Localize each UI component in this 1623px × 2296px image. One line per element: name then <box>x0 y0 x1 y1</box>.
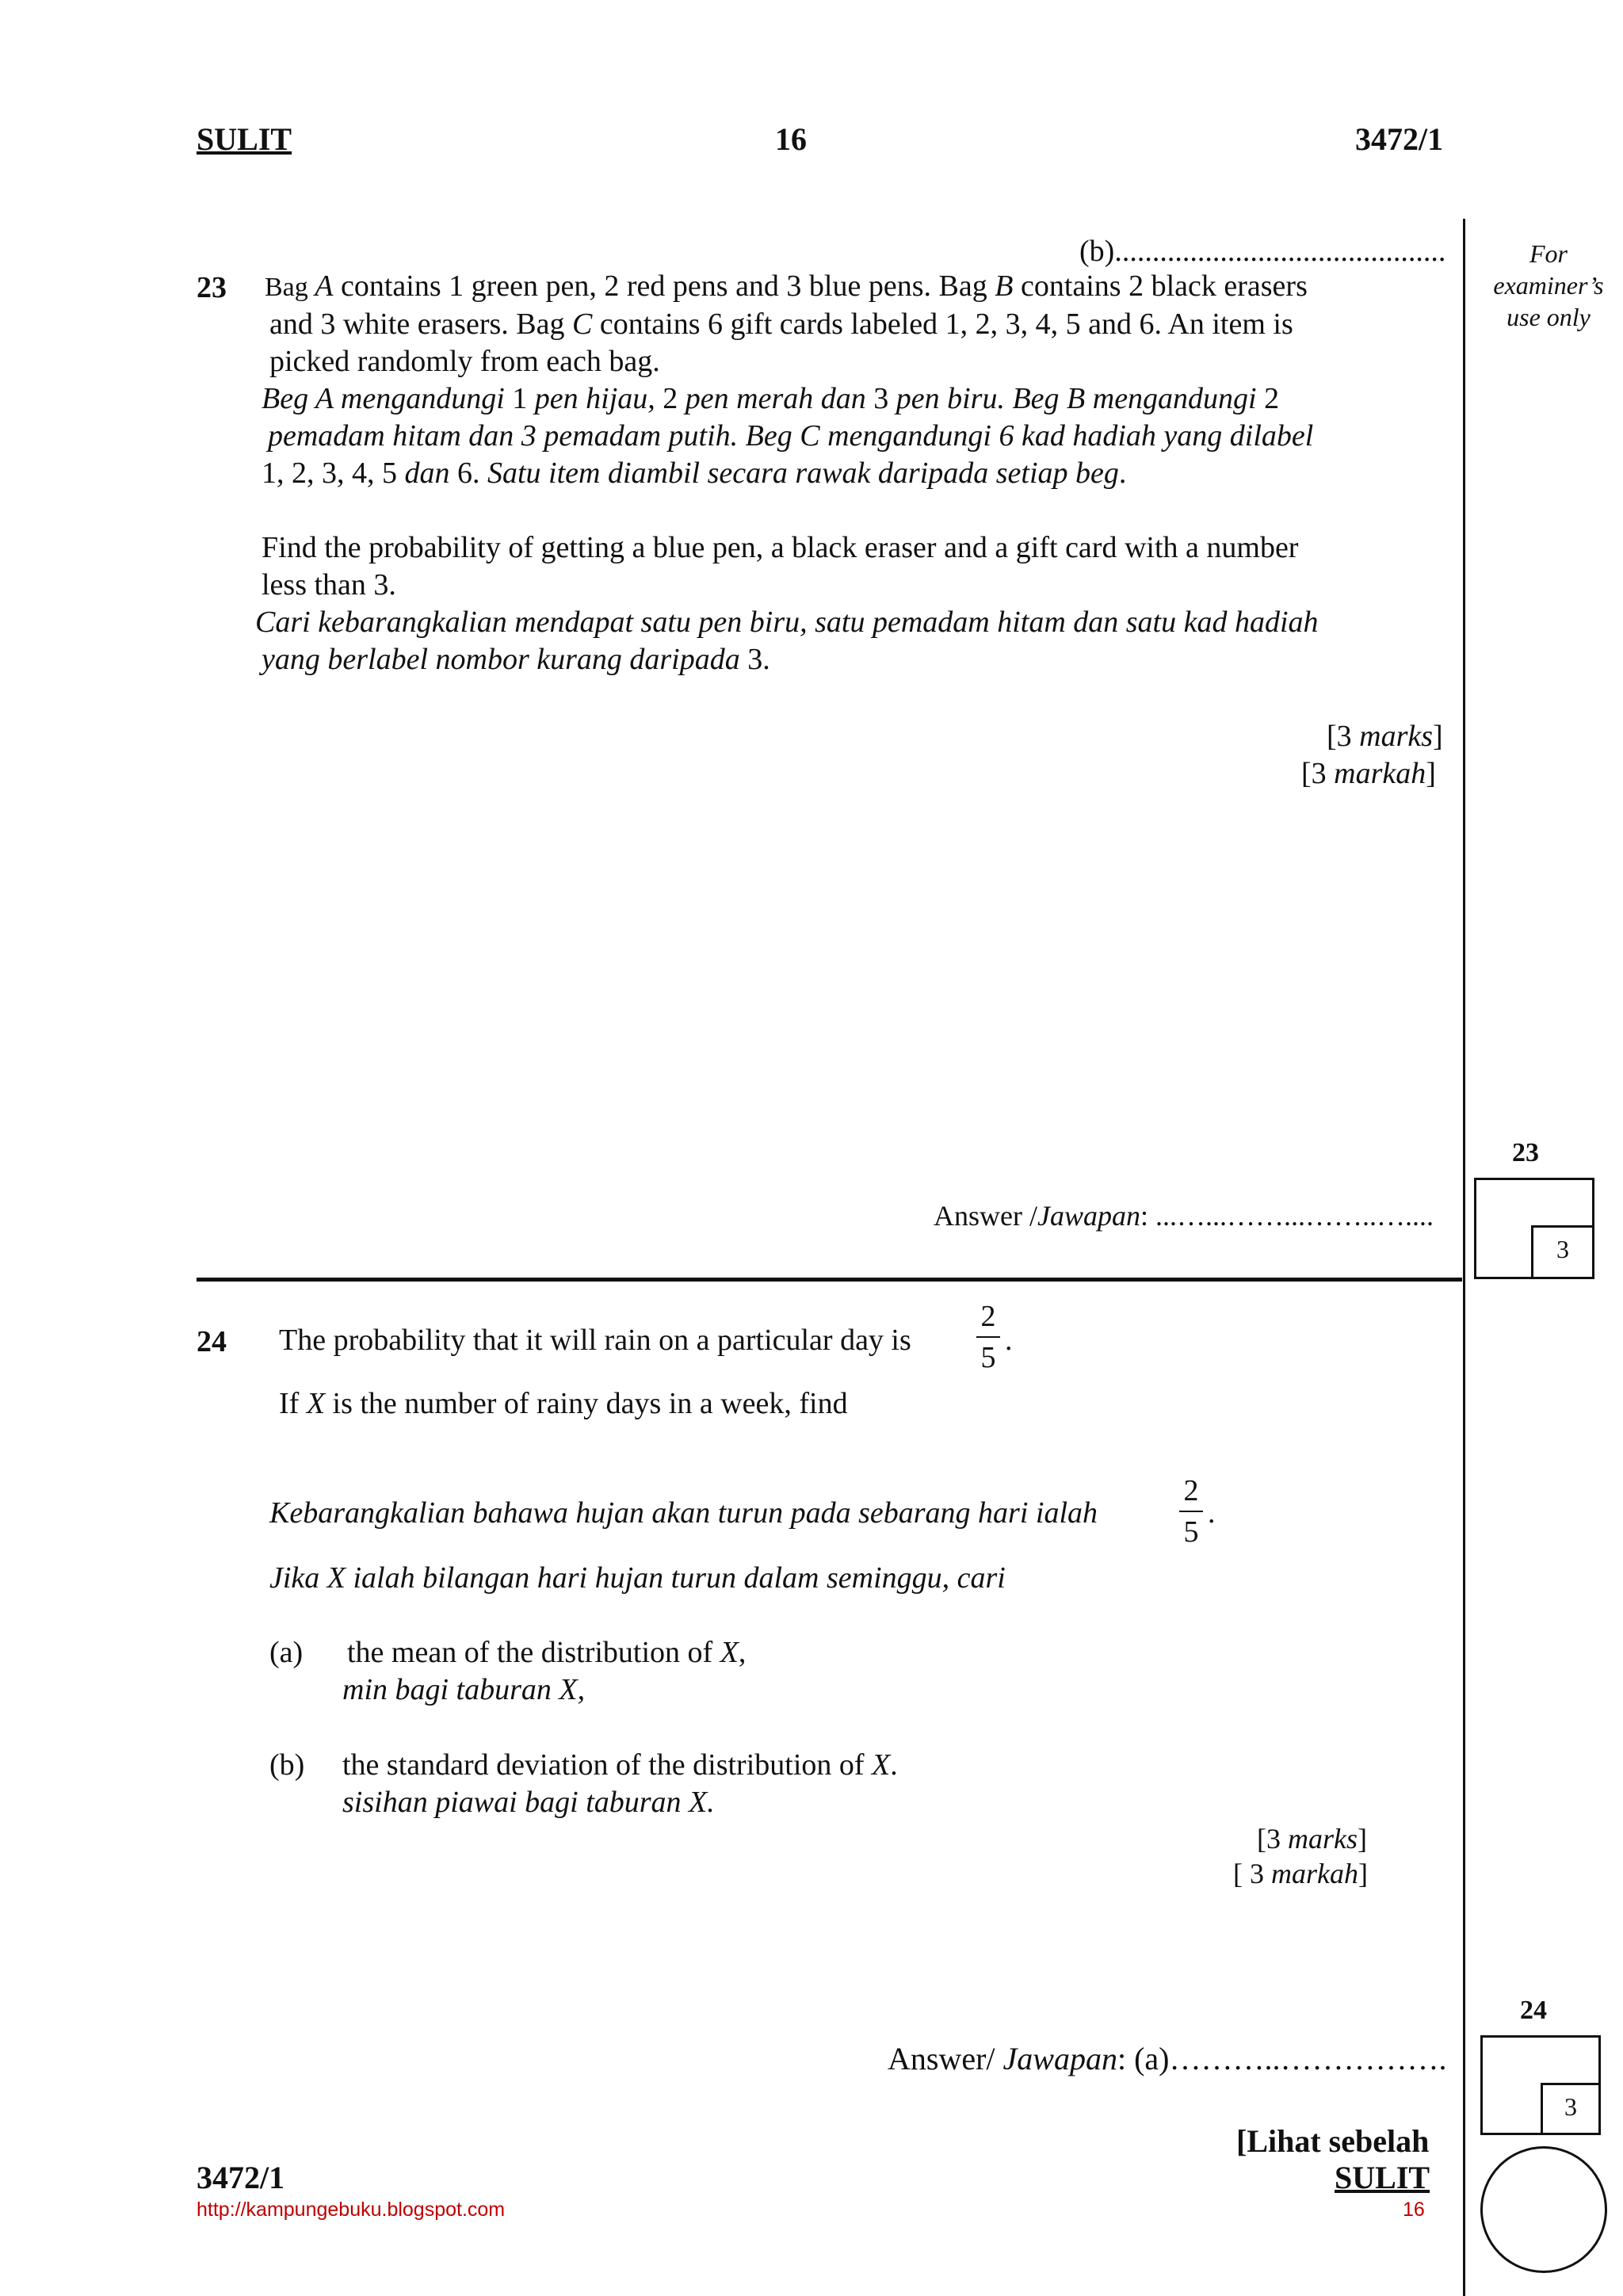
header-sulit: SULIT <box>197 121 292 157</box>
q23-marks-text: [3 <box>1301 757 1335 790</box>
q23-text: 6. <box>457 457 480 490</box>
q24-answer-dots: : (a)………..……………. <box>1117 2041 1447 2076</box>
footer-paper-code: 3472/1 <box>197 2160 285 2195</box>
q24-period: . <box>1005 1324 1013 1357</box>
q23-marks-text: markah <box>1334 757 1426 790</box>
footer-sulit: SULIT <box>1335 2160 1430 2195</box>
q23-find-english-2: less than 3. <box>262 568 396 602</box>
q24-english-line-2 <box>279 1385 848 1422</box>
q24-fraction <box>976 1301 1000 1373</box>
q23-text: contains 2 black erasers <box>1013 269 1308 303</box>
examiner-column-divider <box>1463 219 1465 2296</box>
previous-answer-line <box>1079 233 1445 269</box>
q23-text: pen merah dan <box>678 382 874 415</box>
q23-text: and 3 white erasers. Bag <box>269 308 572 341</box>
q24-part-a-english <box>347 1634 746 1671</box>
q24-part-b-label: (b) <box>269 1748 305 1782</box>
q24-malay-fraction-denominator: 5 <box>1183 1515 1199 1549</box>
q24-english-line-1: The probability that it will rain on a particular day is <box>279 1324 911 1357</box>
q24-malay-fraction <box>1179 1476 1203 1547</box>
q23-marks-text: ] <box>1433 720 1443 753</box>
q23-text: 1, 2, 3, 4, 5 <box>262 457 397 490</box>
q23-answer-label: Jawapan <box>1037 1200 1140 1232</box>
q23-find-malay-2 <box>262 641 770 678</box>
q24-fraction-numerator: 2 <box>980 1300 996 1333</box>
q23-marks-text: ] <box>1426 757 1436 790</box>
q23-box-number: 23 <box>1512 1138 1539 1167</box>
q24-text: If <box>279 1387 307 1420</box>
q24-text: , <box>738 1636 747 1669</box>
q24-marks-text: ] <box>1358 1858 1368 1889</box>
q23-text: 2 <box>663 382 678 415</box>
total-score-circle <box>1480 2146 1607 2273</box>
q24-marks-text: markah <box>1271 1858 1358 1889</box>
footer-lihat-sebelah: [Lihat sebelah <box>1236 2123 1430 2159</box>
q24-marks-text: ] <box>1358 1823 1367 1855</box>
fraction-bar <box>976 1336 1000 1338</box>
q24-malay-fraction-numerator: 2 <box>1183 1474 1199 1507</box>
q24-marks-text: [ 3 <box>1233 1858 1271 1889</box>
examiner-note-line: For <box>1529 239 1568 268</box>
q23-answer-label: Answer / <box>934 1200 1037 1232</box>
q23-english-line-2 <box>269 306 1293 342</box>
q23-text: pen hijau, <box>527 382 663 415</box>
q23-text: dan <box>397 457 457 490</box>
q24-variable-x: X <box>720 1636 739 1669</box>
q23-answer-line <box>934 1198 1434 1233</box>
q23-text: 2 <box>1264 382 1280 415</box>
header-page-number: 16 <box>775 121 807 157</box>
q23-text: 3 <box>873 382 889 415</box>
q23-english-line-1 <box>265 268 1308 306</box>
q23-marks-text: [3 <box>1327 720 1360 753</box>
q23-malay-line-3 <box>262 455 1126 491</box>
q23-find-malay-1: Cari kebarangkalian mendapat satu pen biru, satu pemadam hitam dan satu kad hadiah <box>255 606 1319 639</box>
q24-part-b-malay: sisihan piawai bagi taburan X. <box>342 1786 715 1819</box>
q24-variable-x: X <box>872 1748 891 1782</box>
q24-malay-line-2: Jika X ialah bilangan hari hujan turun dalam seminggu, cari <box>269 1561 1006 1595</box>
q24-answer-label: Jawapan <box>1002 2041 1117 2076</box>
q24-marks-text: marks <box>1288 1823 1358 1855</box>
fraction-bar <box>1179 1511 1203 1512</box>
q24-variable-x: X <box>306 1387 326 1420</box>
q24-box-number: 24 <box>1520 1996 1547 2025</box>
footer-page-number: 16 <box>1403 2199 1425 2221</box>
q24-marks-malay <box>1233 1856 1368 1891</box>
q23-marks-value: 3 <box>1556 1235 1569 1263</box>
q23-bag-a: A <box>315 269 334 303</box>
q23-marks-text: marks <box>1359 720 1434 753</box>
q23-malay-line-1 <box>262 380 1279 417</box>
q24-malay-line-1: Kebarangkalian bahawa hujan akan turun pada sebarang hari ialah <box>269 1496 1098 1530</box>
examiner-note-line: use only <box>1507 303 1591 331</box>
q23-malay-line-2: pemadam hitam dan 3 pemadam putih. Beg C mengandungi 6 kad hadiah yang dilabel <box>268 419 1314 453</box>
q23-bag-b: B <box>995 269 1014 303</box>
q24-marks-english <box>1257 1821 1367 1856</box>
q23-marks-malay <box>1301 755 1436 792</box>
header-paper-code: 3472/1 <box>1355 121 1444 157</box>
q23-answer-dots: : ...…...……...……..….... <box>1140 1200 1434 1232</box>
q24-answer-label: Answer/ <box>888 2041 1003 2076</box>
examiner-note <box>1474 238 1623 333</box>
previous-answer-label: (b) <box>1079 235 1115 268</box>
question-23-number: 23 <box>197 271 227 304</box>
q24-text: is the number of rainy days in a week, find <box>325 1387 848 1420</box>
q23-english-line-3: picked randomly from each bag. <box>269 345 660 378</box>
q23-text: . <box>1118 457 1127 490</box>
q24-marks-value: 3 <box>1564 2092 1577 2121</box>
q24-malay-period: . <box>1208 1496 1216 1530</box>
q23-text: contains 6 gift cards labeled 1, 2, 3, 4, 5 and 6. An item is <box>592 308 1293 341</box>
q23-marks-english <box>1327 718 1443 755</box>
q23-text: 1 <box>512 382 528 415</box>
question-separator <box>197 1278 1462 1282</box>
q23-text: contains 1 green pen, 2 red pens and 3 blue pens. Bag <box>333 269 995 303</box>
q23-text: pen biru. Beg B mengandungi <box>888 382 1265 415</box>
q24-text: the standard deviation of the distribution of <box>342 1748 873 1782</box>
q24-text: the mean of the distribution of <box>347 1636 720 1669</box>
previous-answer-dots: ............................................ <box>1114 235 1446 268</box>
q23-text: yang berlabel nombor kurang daripada <box>262 643 748 676</box>
question-24-number: 24 <box>197 1325 227 1358</box>
q24-text: . <box>890 1748 898 1782</box>
q23-find-english-1: Find the probability of getting a blue pen, a black eraser and a gift card with a number <box>262 531 1299 564</box>
q23-text: Beg A mengandungi <box>262 382 513 415</box>
q23-bag-c: C <box>572 308 593 341</box>
q24-part-a-malay: min bagi taburan X, <box>342 1673 586 1706</box>
q24-answer-line <box>888 2040 1446 2078</box>
q24-part-b-english <box>342 1747 898 1783</box>
q23-text: Satu item diambil secara rawak daripada setiap beg <box>479 457 1119 490</box>
q23-text: Bag <box>265 273 315 302</box>
footer-blog-link[interactable]: http://kampungebuku.blogspot.com <box>197 2199 506 2221</box>
q23-text: 3. <box>747 643 770 676</box>
q24-fraction-denominator: 5 <box>980 1341 996 1374</box>
q24-marks-text: [3 <box>1257 1823 1288 1855</box>
examiner-note-line: examiner’s <box>1493 271 1604 300</box>
q24-part-a-label: (a) <box>269 1636 304 1669</box>
